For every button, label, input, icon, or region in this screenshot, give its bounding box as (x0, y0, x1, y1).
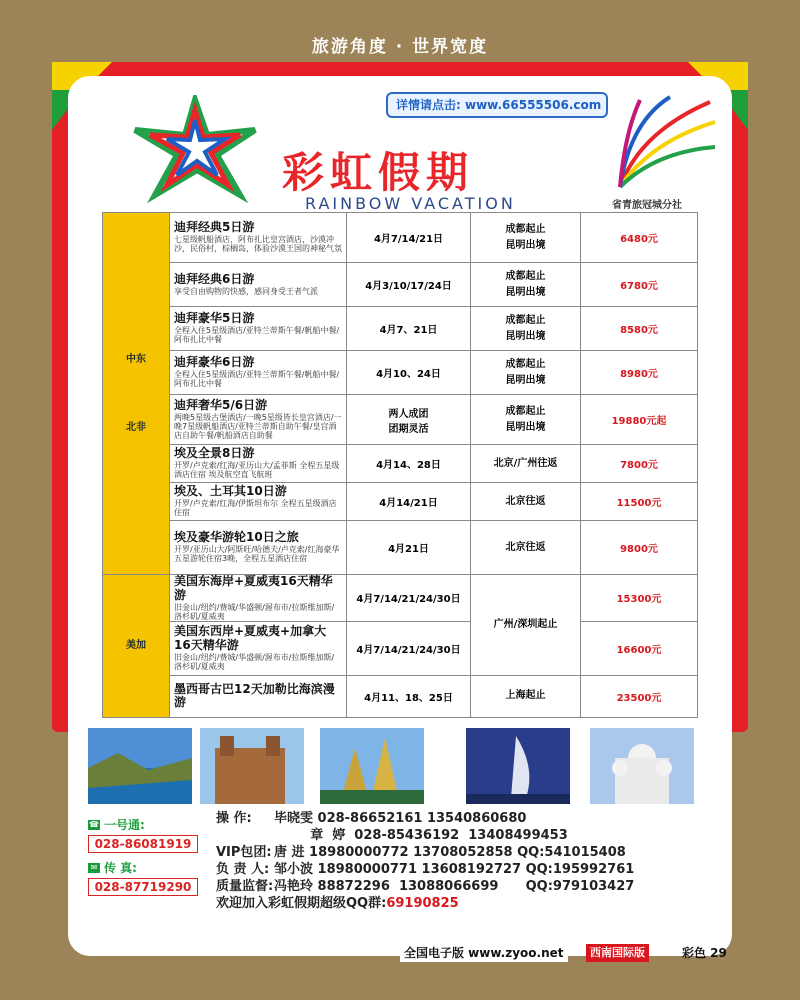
route-depart: 广州/深圳起止 (471, 575, 581, 676)
route-price: 15300元 (581, 575, 698, 622)
photo-burj-al-arab (466, 728, 570, 804)
route-depart: 北京往返 (471, 483, 581, 521)
fax-number: 028-87719290 (88, 878, 198, 896)
route-name: 美国东海岸+夏威夷16天精华游 旧金山/纽约/费城/华盛顿/渥布市/拉斯维加斯/洛杉矶/夏威夷 (170, 575, 347, 622)
region-mideast-africa: 中东 北非 (103, 213, 170, 575)
table-row (103, 351, 698, 395)
contact-list (216, 810, 716, 912)
qq-group: 欢迎加入彩虹假期超级QQ群: 69190825 (216, 896, 459, 911)
list-item: 操 作: 毕晓雯 028-86652161 13540860680 (216, 811, 527, 826)
list-item: 负 责 人: 邹小波 18980000771 13608192727 QQ:195992761 (216, 862, 635, 877)
route-dates: 4月7/14/21/24/30日 (347, 621, 471, 675)
footer-website[interactable]: 全国电子版 www.zyoo.net (400, 944, 568, 962)
route-dates: 4月11、18、25日 (347, 675, 471, 717)
route-name: 迪拜豪华6日游 全程入住5星级酒店/亚特兰蒂斯午餐/帆船中餐/阿布扎比中餐 (170, 351, 347, 395)
route-dates: 4月21日 (347, 521, 471, 575)
route-dates: 4月7/14/21日 (347, 213, 471, 263)
table-row (103, 213, 698, 263)
table-row (103, 521, 698, 575)
route-dates: 4月3/10/17/24日 (347, 263, 471, 307)
brand-name-cn: 彩虹假期 (282, 148, 475, 197)
route-depart: 成都起止 昆明出境 (471, 351, 581, 395)
route-dates: 4月7/14/21/24/30日 (347, 575, 471, 622)
route-name: 埃及全景8日游 开罗/卢克索/红海/亚历山大/孟菲斯 全程五星级酒店住宿 埃及航空直飞航班 (170, 445, 347, 483)
route-name: 迪拜经典6日游 享受自由购物的快感，感同身受王者气派 (170, 263, 347, 307)
qq-group-number[interactable]: 69190825 (386, 896, 459, 911)
region-americas: 美加 (103, 575, 170, 718)
table-row (103, 307, 698, 351)
table-row (103, 483, 698, 521)
route-name: 埃及、土耳其10日游 开罗/卢克索/红海/伊斯坦布尔 全程五星级酒店住宿 (170, 483, 347, 521)
list-item: 质量监督: 冯艳玲 88872296 13088066699 QQ:979103427 (216, 879, 635, 894)
route-dates: 4月14/21日 (347, 483, 471, 521)
footer-edition: 西南国际版 (586, 944, 649, 962)
photo-strip (88, 728, 716, 804)
route-price: 19880元起 (581, 395, 698, 445)
contact-box (88, 816, 198, 902)
route-depart: 成都起止 昆明出境 (471, 307, 581, 351)
table-row (103, 395, 698, 445)
promo-url-link[interactable]: 详情请点击: www.66555506.com (386, 92, 608, 118)
photo-coast (88, 728, 192, 804)
route-name: 墨西哥古巴12天加勒比海滨漫游 (170, 675, 347, 717)
route-depart: 成都起止 昆明出境 (471, 263, 581, 307)
list-item: VIP包团: 唐 进 18980000772 13708052858 QQ:541015408 (216, 845, 626, 860)
route-price: 6480元 (581, 213, 698, 263)
route-dates: 4月10、24日 (347, 351, 471, 395)
route-price: 23500元 (581, 675, 698, 717)
table-row (103, 263, 698, 307)
rainbow-star-logo-icon (125, 95, 275, 205)
route-depart: 上海起止 (471, 675, 581, 717)
photo-temple (320, 728, 424, 804)
branch-name: 省青旅冠城分社 (612, 200, 682, 211)
route-depart: 成都起止 昆明出境 (471, 213, 581, 263)
table-row (103, 445, 698, 483)
route-name: 美国东西岸+夏威夷+加拿大16天精华游 旧金山/纽约/费城/华盛顿/渥布市/拉斯维加斯/洛杉矶/夏威夷 (170, 621, 347, 675)
top-slogan: 旅游角度 · 世界宽度 (311, 37, 489, 57)
route-name: 迪拜奢华5/6日游 两晚5星级古堡酒店/一晚5星级皆长皇宫酒店/一晚7星级帆船酒店/亚特兰蒂斯自助午餐/皇宫酒店自助午餐/帆船酒店自助餐 (170, 395, 347, 445)
route-price: 6780元 (581, 263, 698, 307)
route-price: 16600元 (581, 621, 698, 675)
route-dates: 两人成团 团期灵活 (347, 395, 471, 445)
route-dates: 4月14、28日 (347, 445, 471, 483)
fax-header: ✉ 传 真: (88, 859, 198, 876)
route-depart: 北京/广州往返 (471, 445, 581, 483)
route-name: 迪拜经典5日游 七星级帆船酒店，阿布扎比皇宫酒店，沙漠冲沙，民俗村，棕榈岛，体验沙漠王国的神秘气氛 (170, 213, 347, 263)
table-row (103, 621, 698, 675)
photo-castle (200, 728, 304, 804)
route-price: 9800元 (581, 521, 698, 575)
route-depart: 北京往返 (471, 521, 581, 575)
list-item: 章 婷 028-85436192 13408499453 (274, 828, 568, 843)
footer-page-number: 彩色 29 (682, 946, 727, 960)
firework-burst-icon (600, 92, 720, 192)
route-price: 8580元 (581, 307, 698, 351)
route-price: 7800元 (581, 445, 698, 483)
route-table (102, 212, 698, 718)
route-price: 8980元 (581, 351, 698, 395)
route-dates: 4月7、21日 (347, 307, 471, 351)
route-name: 埃及豪华游轮10日之旅 开罗/亚历山大/阿斯旺/哈德夫/卢克索/红海豪华五星游轮住宿3晚，全程五星酒店住宿 (170, 521, 347, 575)
hotline-header: ☎ 一号通: (89, 818, 145, 832)
route-price: 11500元 (581, 483, 698, 521)
brand-name-en: RAINBOW VACATION (305, 194, 516, 213)
table-row (103, 575, 698, 622)
phone-icon: ☎ (89, 819, 99, 829)
hotline-number[interactable]: 028-86081919 (88, 835, 198, 853)
route-depart: 成都起止 昆明出境 (471, 395, 581, 445)
photo-cathedral (590, 728, 694, 804)
table-row (103, 675, 698, 717)
mail-icon: ✉ (88, 863, 100, 873)
route-name: 迪拜豪华5日游 全程入住5星级酒店/亚特兰蒂斯午餐/帆船中餐/阿布扎比中餐 (170, 307, 347, 351)
